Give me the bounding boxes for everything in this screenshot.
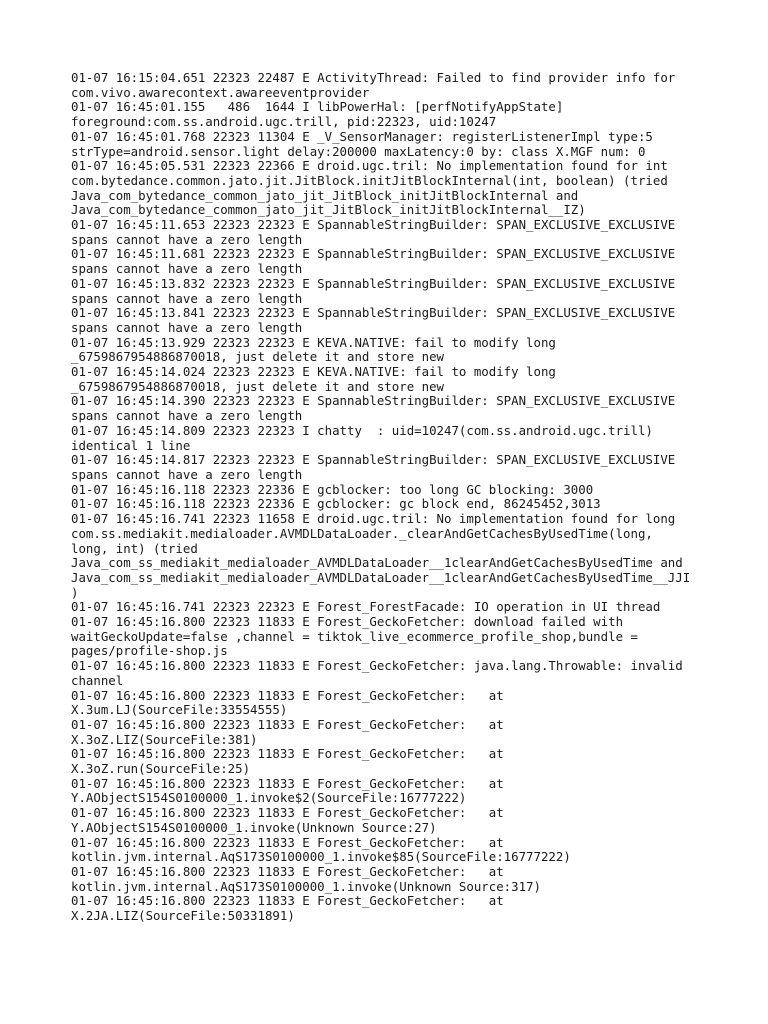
log-line: Java_com_ss_mediakit_medialoader_AVMDLDataLoader__1clearAndGetCachesByUsedTime and xyxy=(71,555,683,571)
log-line: spans cannot have a zero length xyxy=(71,319,303,335)
log-line: 01-07 16:45:14.390 22323 22323 E SpannableStringBuilder: SPAN_EXCLUSIVE_EXCLUSIVE xyxy=(71,393,676,409)
log-line: ) xyxy=(71,584,79,600)
log-line: spans cannot have a zero length xyxy=(71,261,303,277)
log-line: spans cannot have a zero length xyxy=(71,231,303,247)
log-line: identical 1 line xyxy=(71,437,191,453)
log-line: 01-07 16:45:13.841 22323 22323 E SpannableStringBuilder: SPAN_EXCLUSIVE_EXCLUSIVE xyxy=(71,305,676,321)
log-line: spans cannot have a zero length xyxy=(71,290,303,306)
log-line: 01-07 16:45:16.800 22323 11833 E Forest_GeckoFetcher: at xyxy=(71,805,504,821)
log-line: Java_com_bytedance_common_jato_jit_JitBlock_initJitBlockInternal and xyxy=(71,187,579,203)
log-line: com.vivo.awarecontext.awareeventprovider xyxy=(71,84,370,100)
log-line: 01-07 16:45:16.800 22323 11833 E Forest_GeckoFetcher: at xyxy=(71,863,504,879)
log-line: Java_com_bytedance_common_jato_jit_JitBlock_initJitBlockInternal__IZ) xyxy=(71,202,586,218)
log-line: _6759867954886870018, just delete it and store new xyxy=(71,349,444,365)
log-line: foreground:com.ss.android.ugc.trill, pid:22323, uid:10247 xyxy=(71,114,497,130)
log-line: 01-07 16:45:13.832 22323 22323 E SpannableStringBuilder: SPAN_EXCLUSIVE_EXCLUSIVE xyxy=(71,275,676,291)
log-line: 01-07 16:45:16.800 22323 11833 E Forest_GeckoFetcher: java.lang.Throwable: invalid xyxy=(71,658,683,674)
log-line: 01-07 16:45:16.800 22323 11833 E Forest_GeckoFetcher: download failed with xyxy=(71,614,624,630)
log-line: 01-07 16:45:01.155 486 1644 I libPowerHal: [perfNotifyAppState] xyxy=(71,99,564,115)
log-line: kotlin.jvm.internal.AqS173S0100000_1.invoke(Unknown Source:317) xyxy=(71,878,541,894)
log-line: X.2JA.LIZ(SourceFile:50331891) xyxy=(71,908,295,924)
log-line: 01-07 16:45:11.681 22323 22323 E SpannableStringBuilder: SPAN_EXCLUSIVE_EXCLUSIVE xyxy=(71,246,676,262)
log-line: X.3oZ.run(SourceFile:25) xyxy=(71,761,251,777)
log-line: 01-07 16:45:16.741 22323 22323 E Forest_ForestFacade: IO operation in UI thread xyxy=(71,599,661,615)
log-line: X.3um.LJ(SourceFile:33554555) xyxy=(71,702,288,718)
log-line: 01-07 16:45:16.800 22323 11833 E Forest_GeckoFetcher: at xyxy=(71,746,504,762)
log-line: spans cannot have a zero length xyxy=(71,408,303,424)
log-line: strType=android.sensor.light delay:200000 maxLatency:0 by: class X.MGF num: 0 xyxy=(71,143,646,159)
log-line: 01-07 16:45:16.800 22323 11833 E Forest_GeckoFetcher: at xyxy=(71,893,504,909)
log-line: pages/profile-shop.js xyxy=(71,643,228,659)
log-line: 01-07 16:45:13.929 22323 22323 E KEVA.NATIVE: fail to modify long xyxy=(71,334,556,350)
log-line: 01-07 16:45:16.800 22323 11833 E Forest_GeckoFetcher: at xyxy=(71,716,504,732)
log-line: 01-07 16:45:14.817 22323 22323 E SpannableStringBuilder: SPAN_EXCLUSIVE_EXCLUSIVE xyxy=(71,452,676,468)
log-line: Y.AObjectS154S0100000_1.invoke(Unknown Source:27) xyxy=(71,819,437,835)
log-line: 01-07 16:45:14.809 22323 22323 I chatty : uid=10247(com.ss.android.ugc.trill) xyxy=(71,422,653,438)
log-line: long, int) (tried xyxy=(71,540,198,556)
log-line: 01-07 16:45:11.653 22323 22323 E SpannableStringBuilder: SPAN_EXCLUSIVE_EXCLUSIVE xyxy=(71,217,676,233)
log-line: Y.AObjectS154S0100000_1.invoke$2(SourceFile:16777222) xyxy=(71,790,467,806)
log-line: 01-07 16:45:16.118 22323 22336 E gcblocker: gc block end, 86245452,3013 xyxy=(71,496,601,512)
log-line: 01-07 16:45:16.800 22323 11833 E Forest_GeckoFetcher: at xyxy=(71,687,504,703)
log-line: 01-07 16:45:16.800 22323 11833 E Forest_GeckoFetcher: at xyxy=(71,775,504,791)
log-line: 01-07 16:45:16.741 22323 11658 E droid.ugc.tril: No implementation found for long xyxy=(71,511,676,527)
log-line: 01-07 16:45:16.118 22323 22336 E gcblocker: too long GC blocking: 3000 xyxy=(71,481,594,497)
log-line: channel xyxy=(71,672,124,688)
log-line: spans cannot have a zero length xyxy=(71,466,303,482)
log-line: 01-07 16:45:01.768 22323 11304 E _V_SensorManager: registerListenerImpl type:5 xyxy=(71,128,653,144)
log-line: Java_com_ss_mediakit_medialoader_AVMDLDataLoader__1clearAndGetCachesByUsedTime__JJI xyxy=(71,569,691,585)
log-document xyxy=(71,71,711,924)
log-line: waitGeckoUpdate=false ,channel = tiktok_live_ecommerce_profile_shop,bundle = xyxy=(71,628,638,644)
log-line: com.ss.mediakit.medialoader.AVMDLDataLoader._clearAndGetCachesByUsedTime(long, xyxy=(71,525,653,541)
log-line: kotlin.jvm.internal.AqS173S0100000_1.invoke$85(SourceFile:16777222) xyxy=(71,849,571,865)
log-line: 01-07 16:45:05.531 22323 22366 E droid.ugc.tril: No implementation found for int xyxy=(71,158,668,174)
log-line: X.3oZ.LIZ(SourceFile:381) xyxy=(71,731,258,747)
log-line: _6759867954886870018, just delete it and store new xyxy=(71,378,444,394)
log-body xyxy=(71,71,711,924)
log-line: com.bytedance.common.jato.jit.JitBlock.initJitBlockInternal(int, boolean) (tried xyxy=(71,172,668,188)
log-line: 01-07 16:45:14.024 22323 22323 E KEVA.NATIVE: fail to modify long xyxy=(71,364,556,380)
log-line: 01-07 16:15:04.651 22323 22487 E ActivityThread: Failed to find provider info for xyxy=(71,70,676,85)
log-line: 01-07 16:45:16.800 22323 11833 E Forest_GeckoFetcher: at xyxy=(71,834,504,850)
